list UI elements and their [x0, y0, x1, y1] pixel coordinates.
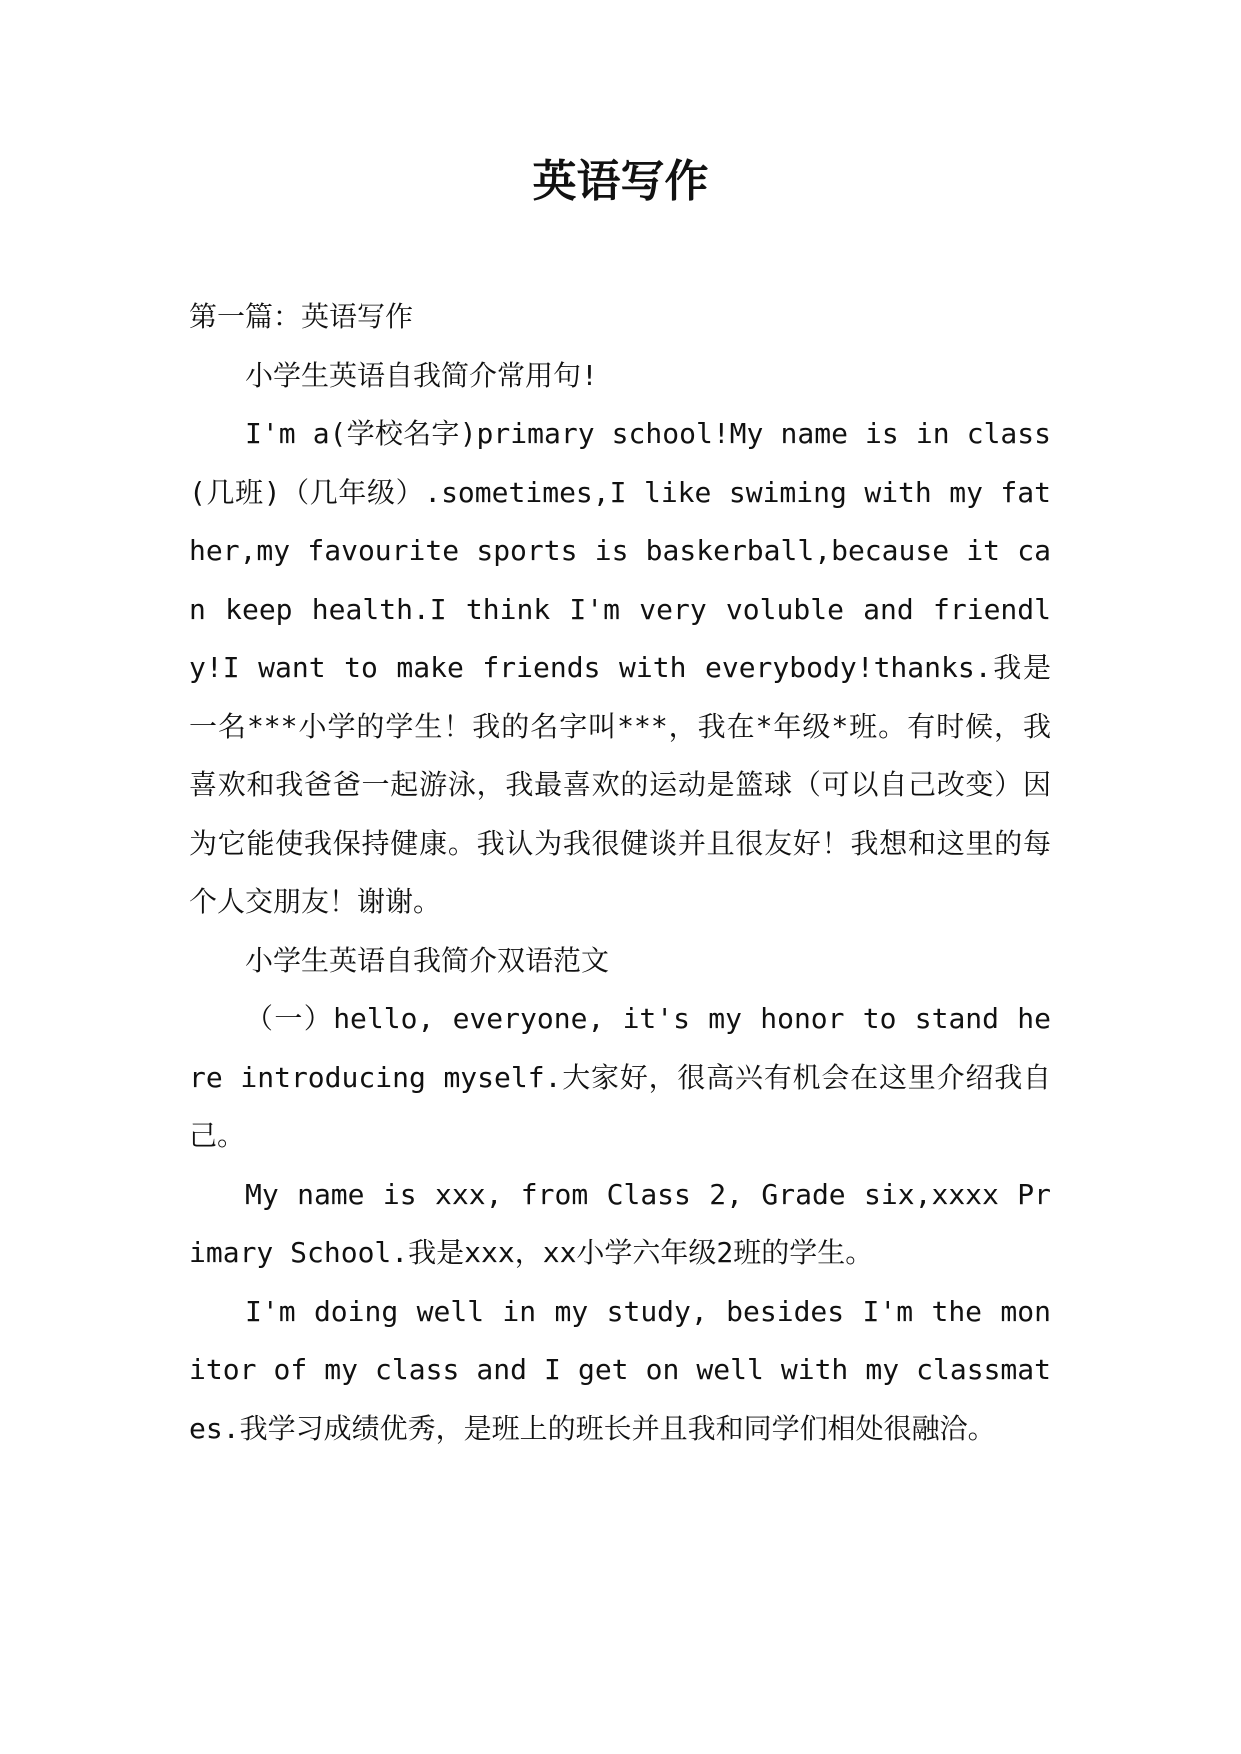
paragraph-greeting: （一）hello, everyone, it's my honor to stand here introducing myself.大家好，很高兴有机会在这里介绍我自己。 [189, 1002, 1051, 1152]
subheading-bilingual-sample: 小学生英语自我简介双语范文 [245, 943, 610, 977]
document-title: 英语写作 [532, 156, 709, 207]
paragraph-name-class: My name is xxx, from Class 2, Grade six,xxxx Primary School.我是xxx，xx小学六年级2班的学生。 [189, 1177, 1051, 1269]
section-heading: 第一篇：英语写作 [189, 300, 414, 333]
paragraph-study-monitor: I'm doing well in my study, besides I'm the monitor of my class and I get on well with my classmates.我学习成绩优秀，是班上的班长并且我和同学们相处很融洽。 [189, 1294, 1051, 1445]
subheading-common-phrases: 小学生英语自我简介常用句! [245, 358, 598, 392]
document-body [189, 288, 1051, 1458]
paragraph-self-intro-sample: I'm a(学校名字)primary school!My name is in class(几班)（几年级）.sometimes,I like swiming with my father,my favourite sports is baskerball,because it can keep health.I think I'm very voluble and friendly!I want to make friends with everybody!thanks.我是一名***小学的学生！我的名字叫***，我在*年级*班。有时候，我喜欢和我爸爸一起游泳，我最喜欢的运动是篮球（可以自己改变）因为它能使我保持健康。我认为我很健谈并且很友好！我想和这里的每个人交朋友！谢谢。 [189, 417, 1051, 918]
